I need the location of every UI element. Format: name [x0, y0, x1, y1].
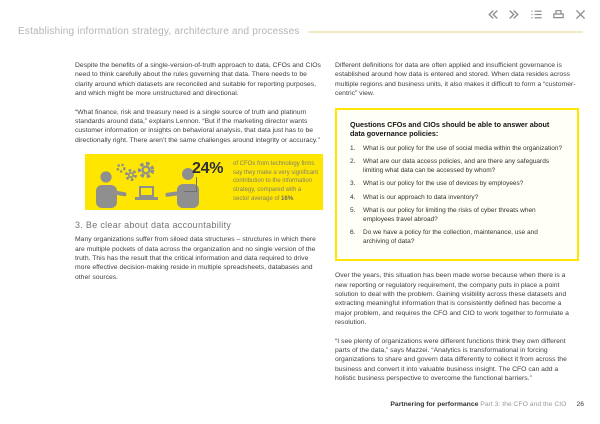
body-paragraph: “I see plenty of organizations were different functions think they own different parts of the data,” says Mazzei. “Analytics is transformational in forcing organizations to share and govern data differently to collect it from across the business and convert it into valuable business insight. The CFO can add a holistic business perspective to overcome the functional barriers.” [335, 337, 567, 383]
right-column [335, 61, 579, 393]
footer-part-title: Part 3: the CFO and the CIO [478, 401, 567, 408]
question-item [350, 158, 565, 176]
stat-value: 24% [192, 160, 224, 178]
stat-description: of CFOs from technology firms say they make a very significant contribution to the information strategy, compared with a sector average of 16%. [233, 161, 319, 202]
print-button[interactable] [552, 8, 565, 21]
questions-box [335, 108, 579, 262]
question-text: What is our approach to data inventory? [363, 193, 479, 201]
stat-infographic [85, 154, 323, 210]
question-text: What is our policy for the use of devices by employees? [363, 180, 524, 188]
questions-box-heading: Questions CFOs and CIOs should be able to answer about data governance policies: [350, 119, 550, 138]
question-item [350, 207, 565, 225]
stat-connector-line [184, 177, 197, 192]
question-text: What are our data access policies, and are there any safeguards limiting what data can be accessed by whom? [363, 158, 550, 175]
contents-list-icon [530, 8, 543, 21]
double-chevron-left-icon [486, 8, 499, 21]
body-paragraph: Many organizations suffer from siloed data structures – structures in which there are multiple pockets of data across the organization and no single version of the truth. This has the result that the critical information and data required to drive more effective decision-making reside in multiple spreadsheets, databases and other sources. [75, 236, 316, 281]
footer-series-title: Partnering for performance [390, 401, 479, 408]
prev-section-button[interactable] [486, 8, 499, 21]
contents-button[interactable] [530, 8, 543, 21]
print-icon [552, 8, 565, 21]
question-number: 4. [350, 193, 356, 201]
page-footer [390, 401, 584, 408]
question-number: 6. [350, 229, 356, 237]
next-section-button[interactable] [508, 8, 521, 21]
question-number: 5. [350, 207, 356, 215]
double-chevron-right-icon [508, 8, 521, 21]
viewer-toolbar [486, 8, 587, 21]
question-number: 2. [350, 158, 356, 166]
question-text: What is our policy for limiting the risks of cyber threats when employees travel abroad? [363, 207, 536, 223]
footer-page-number: 26 [576, 401, 584, 408]
question-item [350, 229, 565, 247]
section-heading: 3. Be clear about data accountability [75, 220, 232, 231]
body-paragraph: Over the years, this situation has been made worse because when there is a new reporting or regulatory requirement, the company puts in place a point solution to deal with the problem. Gaining visibility across these datasets and extracting meaningful information that is consistently defined has become a major problem, and requires the CFO and CIO to work together to formulate a resolution. [335, 272, 569, 327]
question-item [350, 180, 565, 189]
question-item [350, 194, 565, 203]
question-number: 3. [350, 180, 356, 188]
title-divider-line [308, 31, 583, 33]
question-text: What is our policy for the use of social media within the organization? [363, 145, 563, 153]
close-icon [574, 8, 587, 21]
body-paragraph: “What finance, risk and treasury need is a single source of truth and platinum standards around data,” explains Lennon. “But if the marketing director wants customer information or insights on behavioral analysis, that data just has to be directionally right. There aren’t the same challenges around integrity or accuracy.” [75, 108, 320, 144]
question-text: Do we have a policy for the collection, maintenance, use and archiving of data? [363, 229, 538, 245]
question-number: 1. [350, 145, 356, 153]
close-button[interactable] [574, 8, 587, 21]
page-title: Establishing information strategy, architecture and processes [18, 26, 300, 37]
body-paragraph: Different definitions for data are often applied and insufficient governance is established around how data is entered and stored. When data resides across multiple regions and business units, it also makes it difficult to form a “customer-centric” view. [335, 62, 576, 98]
left-column [75, 61, 321, 291]
body-paragraph: Despite the benefits of a single-version-of-truth approach to data, CFOs and CIOs need to think carefully about the rules governing that data. There needs to be clarity around which datasets are reconciled and suitable for reporting purposes, and which might be more unstructured and directional. [75, 62, 321, 98]
question-item [350, 145, 565, 154]
page-header [18, 26, 583, 37]
